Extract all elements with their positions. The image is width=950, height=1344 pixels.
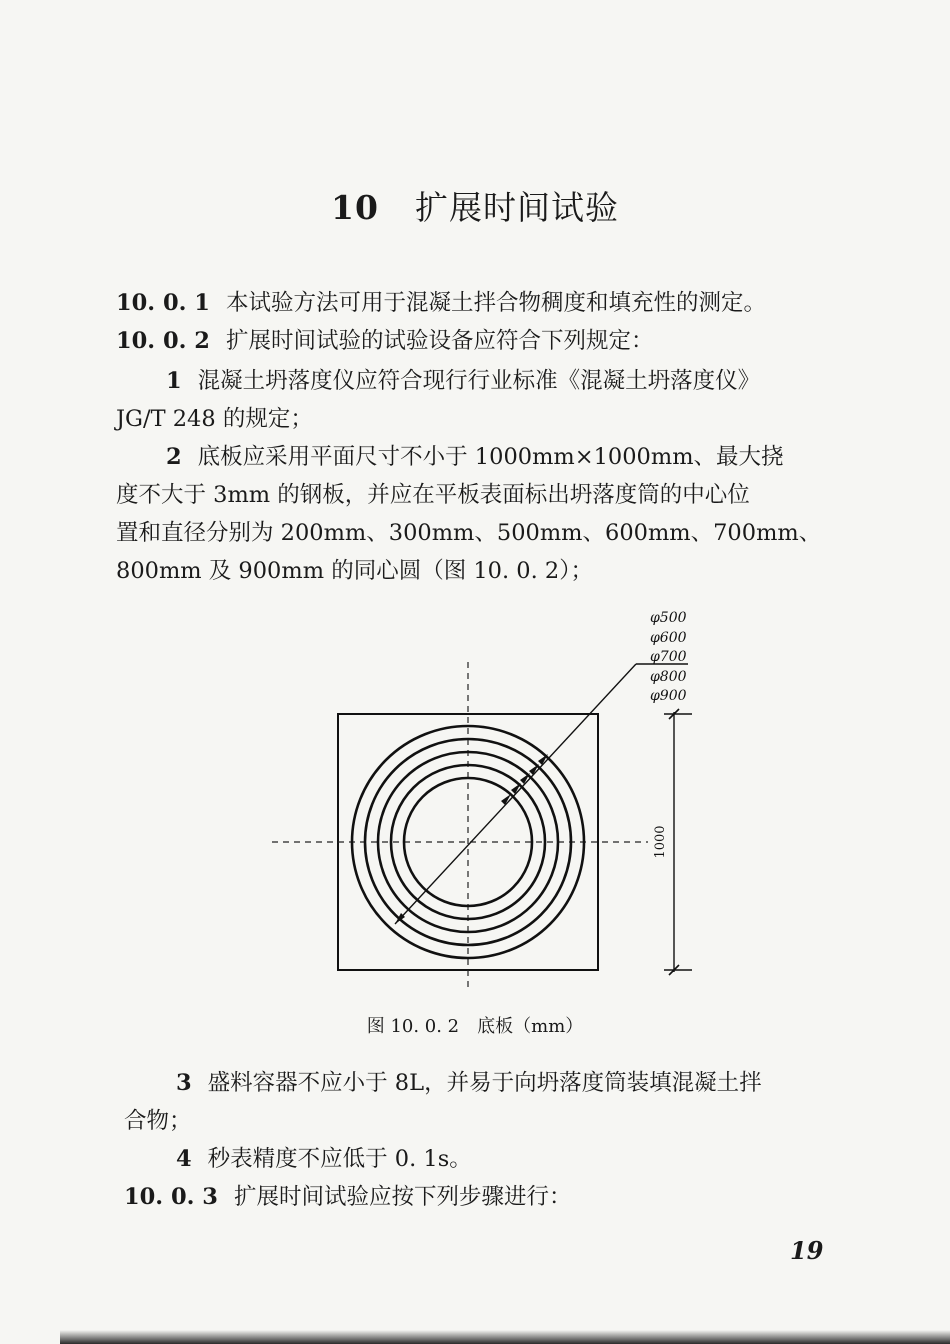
item-number: 1 xyxy=(166,368,182,394)
item-text: 混凝土坍落度仪应符合现行行业标准《混凝土坍落度仪》 xyxy=(197,368,761,394)
figure-caption: 图 10. 0. 2 底板（mm） xyxy=(366,1016,584,1037)
item-3-continuation: 合物； xyxy=(124,1108,192,1134)
label-phi600: φ600 xyxy=(650,630,687,646)
section-number: 10 xyxy=(331,188,379,227)
item-number: 3 xyxy=(176,1070,192,1096)
item-text: 盛料容器不应小于 8L，并易于向坍落度筒装填混凝土拌 xyxy=(207,1070,762,1096)
arrow-head xyxy=(511,783,521,794)
dimension-label: 1000 xyxy=(653,825,668,859)
section-heading-text: 扩展时间试验 xyxy=(414,188,619,227)
clause-text: 本试验方法可用于混凝土拌合物稠度和填充性的测定。 xyxy=(225,290,766,316)
item-4 xyxy=(176,1144,472,1174)
clause-number: 10. 0. 3 xyxy=(124,1184,218,1210)
section-title xyxy=(0,182,950,229)
item-number: 4 xyxy=(176,1146,192,1172)
item-number: 2 xyxy=(166,444,182,470)
label-phi700: φ700 xyxy=(650,649,687,665)
item-text: 底板应采用平面尺寸不小于 1000mm×1000mm、最大挠 xyxy=(197,444,784,470)
item-1-continuation: JG/T 248 的规定； xyxy=(116,406,313,432)
item-2-continuation: 度不大于 3mm 的钢板，并应在平板表面标出坍落度筒的中心位 xyxy=(116,482,750,508)
label-phi500: φ500 xyxy=(650,610,687,626)
clause-text: 扩展时间试验应按下列步骤进行： xyxy=(233,1184,572,1210)
item-2-continuation: 800mm 及 900mm 的同心圆（图 10. 0. 2）； xyxy=(116,558,593,584)
item-1 xyxy=(166,366,760,396)
clause-10-0-1 xyxy=(116,288,766,318)
clause-10-0-3 xyxy=(124,1182,571,1212)
clause-number: 10. 0. 1 xyxy=(116,290,210,316)
label-phi800: φ800 xyxy=(650,669,687,685)
item-2-continuation: 置和直径分别为 200mm、300mm、500mm、600mm、700mm、 xyxy=(116,520,822,546)
clause-text: 扩展时间试验的试验设备应符合下列规定： xyxy=(225,328,654,354)
clause-number: 10. 0. 2 xyxy=(116,328,210,354)
item-2 xyxy=(166,442,784,472)
page-number: 19 xyxy=(790,1236,824,1265)
clause-10-0-2 xyxy=(116,326,653,356)
item-text: 秒表精度不应低于 0. 1s。 xyxy=(207,1146,472,1172)
base-plate-figure xyxy=(260,600,720,990)
page-bottom-edge xyxy=(60,1330,950,1344)
label-phi900: φ900 xyxy=(650,688,687,704)
item-3 xyxy=(176,1068,762,1098)
arrow-head xyxy=(520,773,530,784)
